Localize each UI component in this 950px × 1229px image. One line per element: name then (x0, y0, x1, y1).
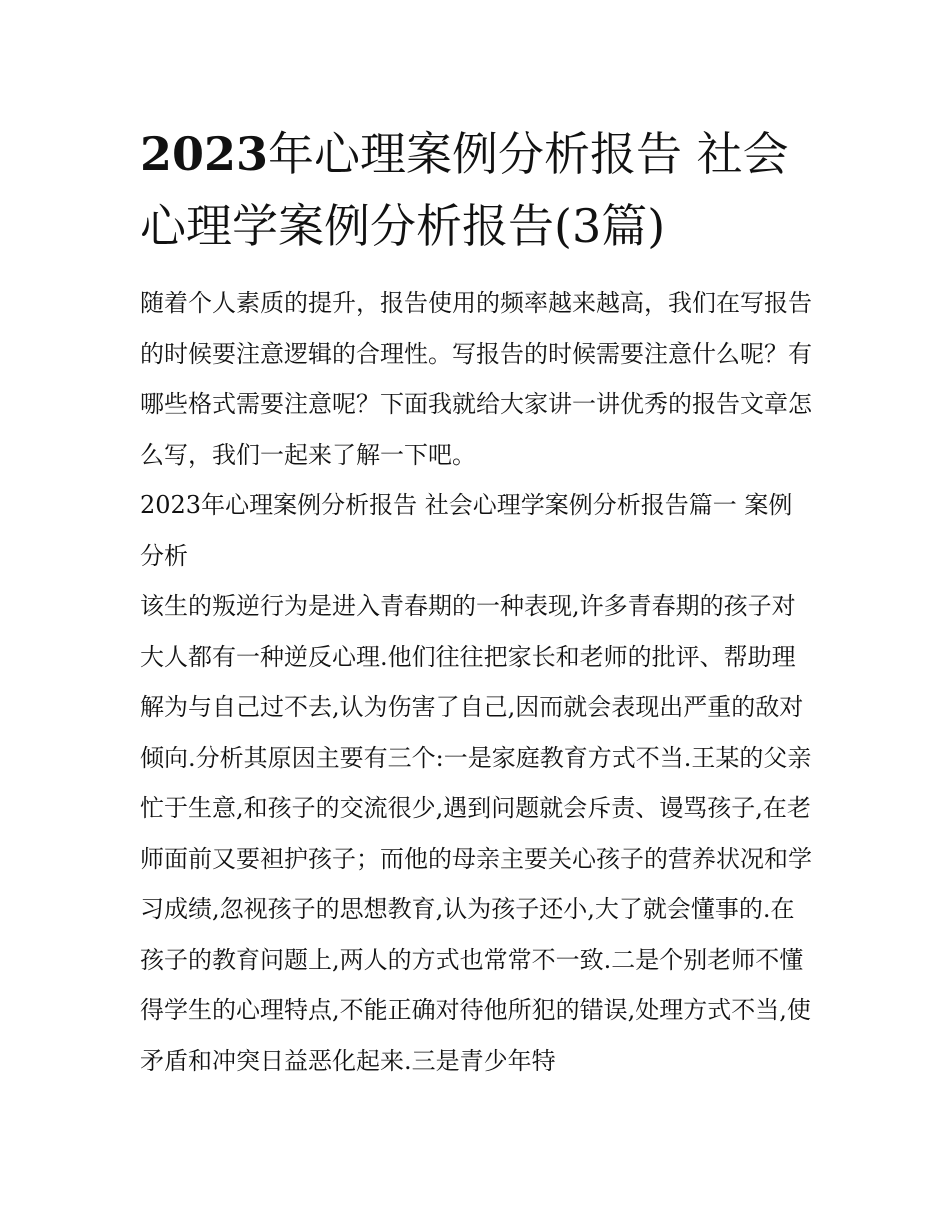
title-year: 2023 (140, 127, 269, 181)
document-title (140, 118, 820, 262)
intro-paragraph: 随着个人素质的提升，报告使用的频率越来越高，我们在写报告的时候要注意逻辑的合理性。写报告的时候需要注意什么呢？有哪些格式需要注意呢？下面我就给大家讲一讲优秀的报告文章怎么写，我们一起来了解一下吧。 (140, 289, 812, 469)
document-body (140, 278, 814, 1086)
section-heading: 2023年心理案例分析报告 社会心理学案例分析报告篇一 案例分析 (140, 491, 793, 570)
title-text: 年心理案例分析报告 社会心理学案例分析报告(3篇) (140, 127, 789, 253)
case-analysis-paragraph: 该生的叛逆行为是进入青春期的一种表现,许多青春期的孩子对大人都有一种逆反心理.他们往往把家长和老师的批评、帮助理解为与自己过不去,认为伤害了自己,因而就会表现出严重的敌对倾向.分析其原因主要有三个:一是家庭教育方式不当.王某的父亲忙于生意,和孩子的交流很少,遇到问题就会斥责、谩骂孩子,在老师面前又要袒护孩子；而他的母亲主要关心孩子的营养状况和学习成绩,忽视孩子的思想教育,认为孩子还小,大了就会懂事的.在孩子的教育问题上,两人的方式也常常不一致.二是个别老师不懂得学生的心理特点,不能正确对待他所犯的错误,处理方式不当,使矛盾和冲突日益恶化起来.三是青少年特 (140, 592, 812, 1075)
